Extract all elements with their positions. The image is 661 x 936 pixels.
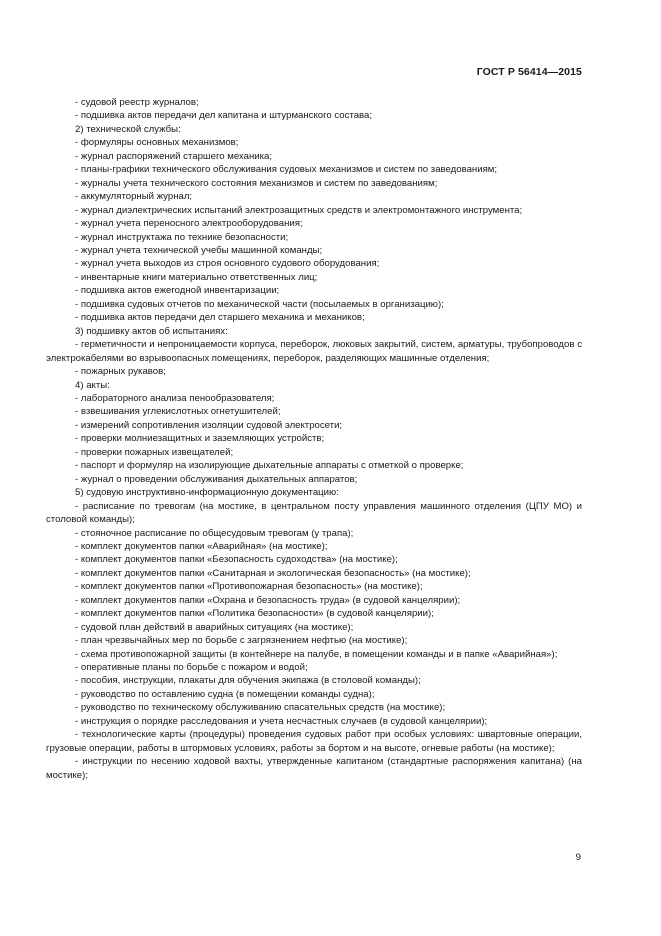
text-paragraph: - комплект документов папки «Политика безопасности» (в судовой канцелярии);: [75, 608, 434, 620]
text-paragraph: 3) подшивку актов об испытаниях:: [75, 325, 228, 337]
text-paragraph: - журналы учета технического состояния механизмов и систем по заведованиям;: [75, 177, 438, 189]
text-paragraph: - взвешивания углекислотных огнетушителей;: [75, 406, 281, 418]
text-paragraph: - журнал учета переносного электрооборудования;: [75, 218, 303, 230]
text-paragraph: - комплект документов папки «Аварийная» (на мостике);: [75, 540, 328, 552]
text-paragraph: - инструкция о порядке расследования и учета несчастных случаев (в судовой канцелярии);: [75, 715, 488, 727]
text-paragraph: - подшивка актов ежегодной инвентаризации;: [75, 285, 280, 297]
page-body-text: [46, 96, 582, 782]
text-paragraph: - планы-графики технического обслуживания судовых механизмов и систем по заведованиям;: [75, 164, 498, 176]
text-paragraph: - паспорт и формуляр на изолирующие дыхательные аппараты с отметкой о проверке;: [75, 460, 464, 472]
text-paragraph: 4) акты:: [75, 379, 110, 391]
text-paragraph: - журнал распоряжений старшего механика;: [75, 150, 273, 162]
text-paragraph: - инструкции по несению ходовой вахты, утвержденные капитаном (стандартные распоряжения капитана) (на мостике);: [46, 756, 582, 781]
text-paragraph: - стояночное расписание по общесудовым тревогам (у трапа);: [75, 527, 354, 539]
text-paragraph: - судовой план действий в аварийных ситуациях (на мостике);: [75, 621, 354, 633]
text-paragraph: - подшивка актов передачи дел капитана и штурманского состава;: [75, 110, 373, 122]
text-paragraph: - журнал инструктажа по технике безопасности;: [75, 231, 289, 243]
text-paragraph: - комплект документов папки «Санитарная и экологическая безопасность» (на мостике);: [75, 567, 471, 579]
text-paragraph: 5) судовую инструктивно-информационную документацию:: [75, 487, 339, 499]
text-paragraph: - журнал учета выходов из строя основного судового оборудования;: [75, 258, 380, 270]
text-paragraph: - пожарных рукавов;: [75, 366, 166, 378]
text-paragraph: - герметичности и непроницаемости корпуса, переборок, люковых закрытий, систем, арматуры, трубопроводов с электрокабелями во взрывоопасных помещениях, переборок, разделяющих машинные отделения;: [46, 339, 582, 364]
text-paragraph: - расписание по тревогам (на мостике, в центральном посту управления машинного отделения (ЦПУ МО) и столовой команды);: [46, 500, 582, 526]
text-paragraph: - подшивка актов передачи дел старшего механика и механиков;: [75, 312, 365, 324]
text-paragraph: - оперативные планы по борьбе с пожаром и водой;: [75, 662, 308, 674]
text-paragraph: - формуляры основных механизмов;: [75, 137, 239, 149]
text-paragraph: - проверки молниезащитных и заземляющих устройств;: [75, 433, 325, 445]
text-paragraph: - судовой реестр журналов;: [75, 97, 199, 108]
page-number: 9: [575, 852, 581, 863]
text-paragraph: - журнал о проведении обслуживания дыхательных аппаратов;: [75, 473, 358, 485]
text-paragraph: - комплект документов папки «Безопасность судоходства» (на мостике);: [75, 554, 398, 566]
text-paragraph: - лабораторного анализа пенообразователя;: [75, 392, 275, 404]
text-paragraph: - пособия, инструкции, плакаты для обучения экипажа (в столовой команды);: [75, 675, 421, 687]
text-paragraph: - руководство по оставлению судна (в помещении команды судна);: [75, 688, 375, 700]
text-paragraph: - инвентарные книги материально ответственных лиц;: [75, 271, 318, 283]
text-paragraph: - измерений сопротивления изоляции судовой электросети;: [75, 419, 343, 431]
text-paragraph: - комплект документов папки «Противопожарная безопасность» (на мостике);: [75, 581, 423, 593]
text-paragraph: - схема противопожарной защиты (в контейнере на палубе, в помещении команды и в папке «Аварийная»);: [75, 648, 558, 660]
text-paragraph: 2) технической службы:: [75, 123, 181, 135]
text-paragraph: - журнал учета технической учебы машинной команды;: [75, 244, 323, 256]
text-paragraph: - подшивка судовых отчетов по механической части (посылаемых в организацию);: [75, 298, 444, 310]
text-paragraph: - аккумуляторный журнал;: [75, 191, 193, 203]
text-paragraph: - проверки пожарных извещателей;: [75, 446, 234, 458]
text-paragraph: - комплект документов папки «Охрана и безопасность труда» (в судовой канцелярии);: [75, 594, 461, 606]
text-paragraph: - технологические карты (процедуры) проведения судовых работ при особых условиях: швартовные операции, грузовые операции, работы в штормовых условиях, работы за бортом и на высоте, огневые работы (на мостике);: [46, 729, 582, 754]
document-code-header: ГОСТ Р 56414—2015: [476, 66, 582, 78]
text-paragraph: - руководство по техническому обслуживанию спасательных средств (на мостике);: [75, 702, 446, 714]
text-paragraph: - план чрезвычайных мер по борьбе с загрязнением нефтью (на мостике);: [75, 635, 408, 647]
text-paragraph: - журнал диэлектрических испытаний электрозащитных средств и электромонтажного инструмента;: [75, 204, 523, 216]
